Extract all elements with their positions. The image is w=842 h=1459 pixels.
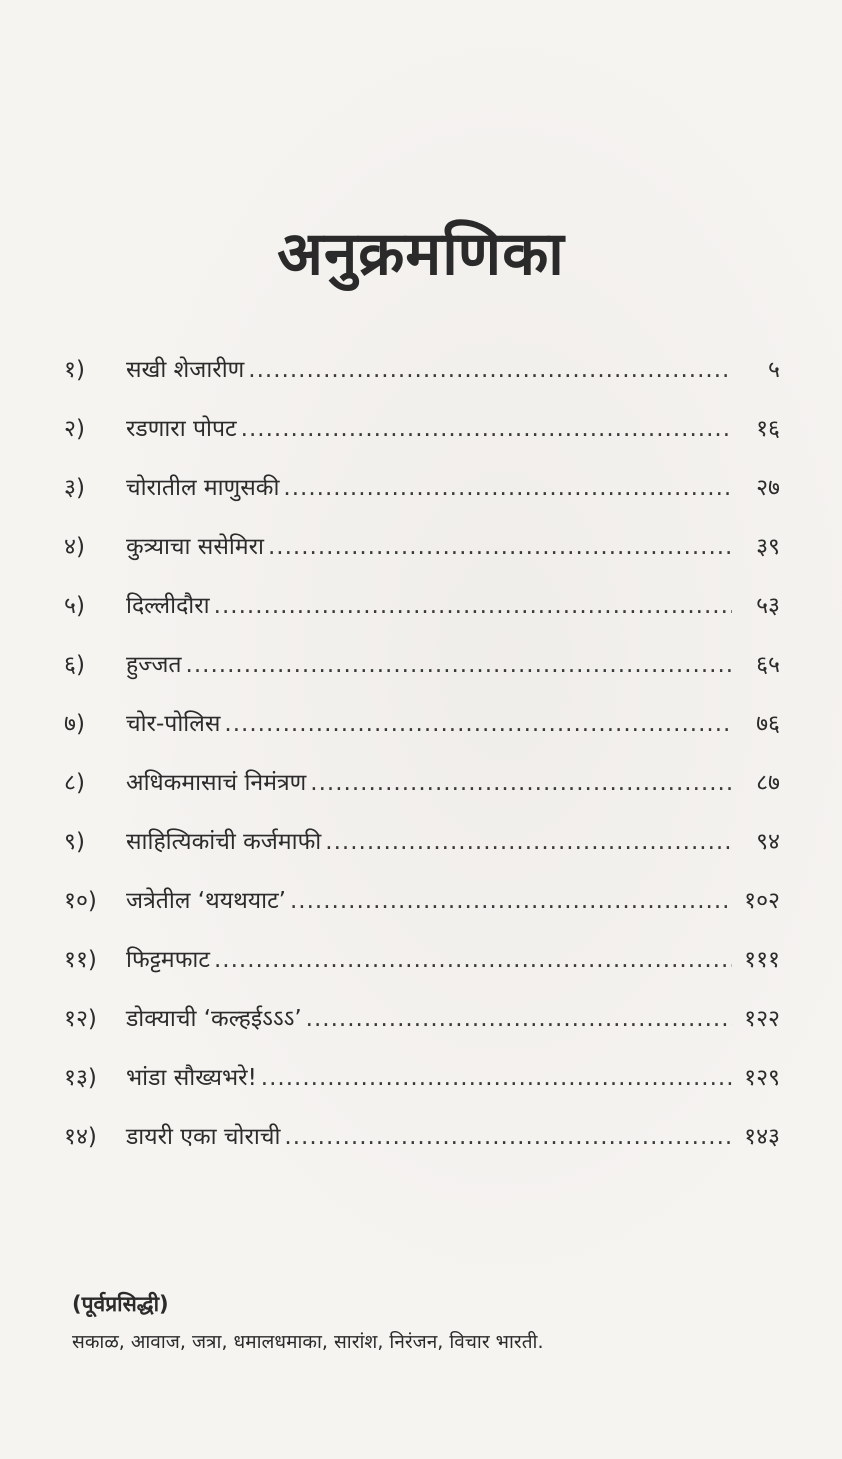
toc-entry-page: १४३ xyxy=(744,1124,780,1150)
toc-entry xyxy=(64,1119,780,1178)
toc-entry-number: ६) xyxy=(64,652,85,678)
toc-entry-title: कुत्र्याचा ससेमिरा xyxy=(126,534,264,560)
toc-entry-page: ३९ xyxy=(756,534,780,560)
dot-leader xyxy=(261,1065,732,1091)
toc-entry-number: १) xyxy=(64,357,85,383)
toc-entry-page: ७६ xyxy=(756,711,780,737)
toc-entry-title: चोरातील माणुसकी xyxy=(126,475,280,501)
toc-entry-number: १३) xyxy=(64,1065,97,1091)
toc-entry-title: फिट्टमफाट xyxy=(126,947,210,973)
toc-entry-title: डोक्याची ‘कल्हईऽऽऽ’ xyxy=(126,1006,302,1032)
toc-entry-number: ८) xyxy=(64,770,85,796)
toc-entry-title: भांडा सौख्यभरे! xyxy=(126,1065,257,1091)
toc-entry xyxy=(64,824,780,883)
toc-entry-number: ९) xyxy=(64,829,85,855)
toc-entry-page: ८७ xyxy=(756,770,780,796)
toc-entry-page: ६५ xyxy=(756,652,780,678)
toc-entry xyxy=(64,706,780,765)
page-title: अनुक्रमणिका xyxy=(277,219,565,289)
toc-entry xyxy=(64,765,780,824)
toc-entry-page: १६ xyxy=(756,416,780,442)
prior-publication-note xyxy=(72,1290,772,1354)
dot-leader xyxy=(248,357,732,383)
toc-entry-page: १११ xyxy=(744,947,780,973)
dot-leader xyxy=(214,947,732,973)
toc-entry-number: १४) xyxy=(64,1124,97,1150)
toc-entry-page: २७ xyxy=(756,475,780,501)
toc-entry xyxy=(64,942,780,1001)
toc-entry-number: २) xyxy=(64,416,85,442)
toc-entry-title: रडणारा पोपट xyxy=(126,416,237,442)
toc-entry-number: १०) xyxy=(64,888,97,914)
toc-entry xyxy=(64,470,780,529)
toc-entry-title: डायरी एका चोराची xyxy=(126,1124,281,1150)
dot-leader xyxy=(241,416,732,442)
toc-entry xyxy=(64,647,780,706)
dot-leader xyxy=(325,829,732,855)
toc-entry-title: चोर-पोलिस xyxy=(126,711,221,737)
dot-leader xyxy=(268,534,732,560)
dot-leader xyxy=(290,888,732,914)
dot-leader xyxy=(186,652,732,678)
toc-entry-title: हुज्जत xyxy=(126,652,182,678)
toc-entry-number: ३) xyxy=(64,475,85,501)
dot-leader xyxy=(310,770,732,796)
toc-entry-title: जत्रेतील ‘थयथयाट’ xyxy=(126,888,286,914)
dot-leader xyxy=(224,711,732,737)
dot-leader xyxy=(306,1006,732,1032)
toc-entry-number: ४) xyxy=(64,534,85,560)
toc-entry-page: १०२ xyxy=(744,888,780,914)
toc-entry-page: १२२ xyxy=(744,1006,780,1032)
toc-entry-number: ११) xyxy=(64,947,97,973)
toc-entry xyxy=(64,883,780,942)
toc-entry-title: साहित्यिकांची कर्जमाफी xyxy=(126,829,322,855)
toc-entry-number: ७) xyxy=(64,711,85,737)
toc-entry-page: ९४ xyxy=(756,829,780,855)
dot-leader xyxy=(283,475,732,501)
toc-entry-page: ५ xyxy=(768,357,780,383)
table-of-contents xyxy=(64,352,780,1178)
footnote-heading: (पूर्वप्रसिद्धी) xyxy=(72,1292,169,1316)
toc-entry xyxy=(64,411,780,470)
toc-entry xyxy=(64,588,780,647)
dot-leader xyxy=(214,593,732,619)
toc-entry xyxy=(64,352,780,411)
toc-entry xyxy=(64,1060,780,1119)
toc-entry-title: सखी शेजारीण xyxy=(126,357,245,383)
toc-entry-page: ५३ xyxy=(756,593,780,619)
toc-entry-title: दिल्लीदौरा xyxy=(126,593,210,619)
toc-entry xyxy=(64,529,780,588)
toc-entry-number: ५) xyxy=(64,593,85,619)
toc-entry-number: १२) xyxy=(64,1006,97,1032)
toc-entry xyxy=(64,1001,780,1060)
toc-entry-page: १२९ xyxy=(744,1065,780,1091)
footnote-text: सकाळ, आवाज, जत्रा, धमालधमाका, सारांश, निरंजन, विचार भारती. xyxy=(72,1331,544,1353)
toc-entry-title: अधिकमासाचं निमंत्रण xyxy=(126,770,307,796)
dot-leader xyxy=(284,1124,732,1150)
